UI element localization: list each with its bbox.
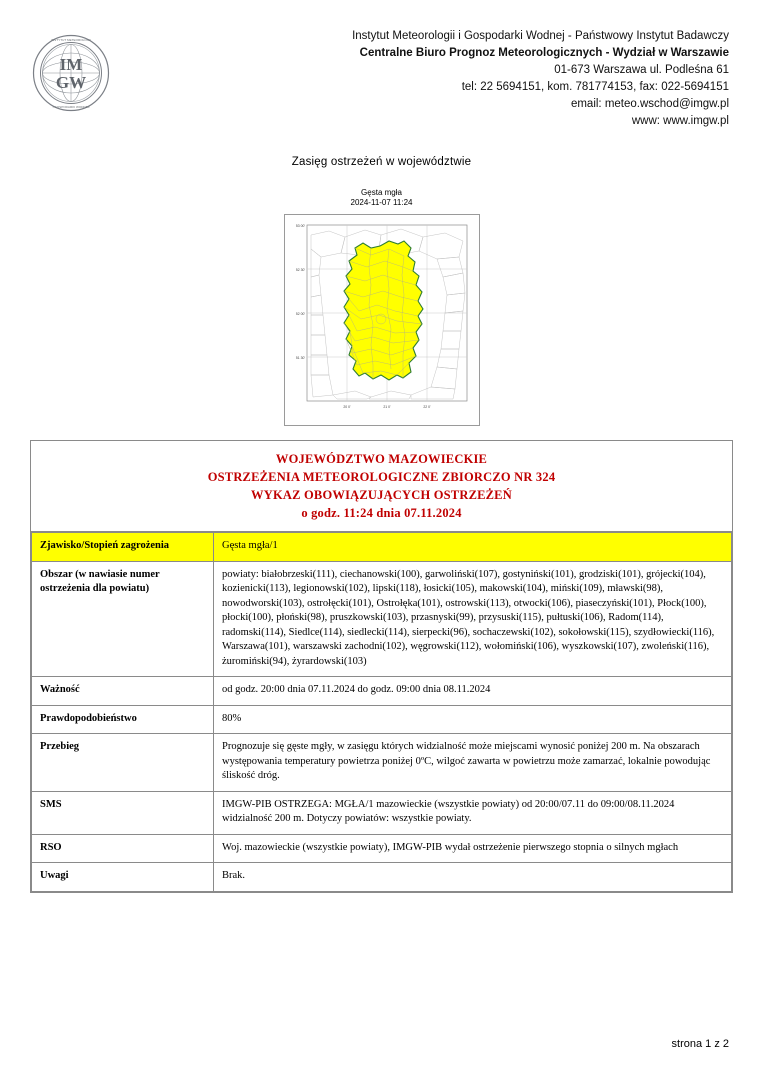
svg-text:GW: GW	[55, 73, 87, 92]
svg-text:52 30': 52 30'	[295, 268, 305, 272]
row-value: od godz. 20:00 dnia 07.11.2024 do godz. 09:00 dnia 08.11.2024	[214, 677, 732, 706]
svg-text:51 30': 51 30'	[295, 356, 305, 360]
map-phenomenon-label	[0, 188, 763, 208]
row-label: Obszar (w nawiasie numer ostrzeżenia dla powiatu)	[32, 561, 214, 677]
table-row	[32, 834, 732, 863]
row-label: Przebieg	[32, 734, 214, 792]
institute-www: www: www.imgw.pl	[631, 115, 729, 127]
row-label: Prawdopodobieństwo	[32, 705, 214, 734]
row-value: IMGW-PIB OSTRZEGA: MGŁA/1 mazowieckie (wszystkie powiaty) od 20:00/07.11 do 09:00/08.11.2024 widzialność 200 m. Dotyczy powiatów: wszystkie powiaty.	[214, 791, 732, 834]
header-institute-block	[124, 28, 731, 130]
warning-area-map	[284, 214, 480, 426]
svg-text:22 0': 22 0'	[422, 405, 431, 409]
warning-table	[30, 440, 733, 893]
document-title	[31, 441, 732, 532]
institute-address: 01-673 Warszawa ul. Podleśna 61	[554, 64, 729, 76]
row-value: Prognozuje się gęste mgły, w zasięgu których widzialność może miejscami wynosić poniżej 200 m. Na obszarach występowania temperatury powietrza poniżej 0ºC, wilgoć zawarta w powietrzu może zamarzać, lokalnie powodując śliskość dróg.	[214, 734, 732, 792]
page-header	[0, 0, 763, 130]
table-row	[32, 863, 732, 892]
row-value: Brak.	[214, 863, 732, 892]
row-value: 80%	[214, 705, 732, 734]
row-label: SMS	[32, 791, 214, 834]
title-line-2: OSTRZEŻENIA METEOROLOGICZNE ZBIORCZO NR 324	[207, 470, 556, 484]
svg-text:20 0': 20 0'	[342, 405, 351, 409]
title-line-3: WYKAZ OBOWIĄZUJĄCYCH OSTRZEŻEŃ	[251, 488, 512, 502]
institute-line-2: Centralne Biuro Prognoz Meteorologicznych - Wydział w Warszawie	[359, 47, 729, 59]
logo-container	[32, 28, 124, 112]
svg-text:53 00': 53 00'	[295, 224, 305, 228]
table-row	[32, 533, 732, 562]
table-row	[32, 705, 732, 734]
svg-text:21 0': 21 0'	[382, 405, 391, 409]
institute-line-1: Instytut Meteorologii i Gospodarki Wodnej - Państwowy Instytut Badawczy	[352, 30, 729, 42]
table-row	[32, 791, 732, 834]
institute-phones: tel: 22 5694151, kom. 781774153, fax: 022-5694151	[461, 81, 729, 93]
map-section	[0, 156, 763, 426]
row-label: RSO	[32, 834, 214, 863]
table-row	[32, 561, 732, 677]
table-row	[32, 677, 732, 706]
map-caption: Zasięg ostrzeżeń w województwie	[291, 156, 472, 168]
svg-text:INSTYTUT METEOROLOGII: INSTYTUT METEOROLOGII	[51, 38, 91, 43]
svg-text:52 00': 52 00'	[295, 312, 305, 316]
svg-text:I GOSPODARKI WODNEJ: I GOSPODARKI WODNEJ	[52, 105, 90, 110]
title-line-4: o godz. 11:24 dnia 07.11.2024	[301, 506, 462, 520]
map-timestamp: 2024-11-07 11:24	[350, 198, 413, 207]
table-row	[32, 734, 732, 792]
row-label: Ważność	[32, 677, 214, 706]
title-line-1: WOJEWÓDZTWO MAZOWIECKIE	[275, 452, 488, 466]
row-value: powiaty: białobrzeski(111), ciechanowski(100), garwoliński(107), gostyniński(101), grodziski(101), grójecki(104), kozienicki(113), legionowski(102), lipski(118), łosicki(105), makowski(104), miński(109), mławski(98), nowodworski(103), ostrołęcki(101), Ostrołęka(101), ostrowski(113), otwocki(106), piaseczyński(101), Płock(100), płocki(100), płoński(98), pruszkowski(103), przasnyski(99), przysuski(115), pułtuski(106), Radom(114), radomski(114), Siedlce(114), siedlecki(114), sierpecki(96), sochaczewski(102), sokołowski(115), szydłowiecki(116), Warszawa(101), warszawski zachodni(102), węgrowski(112), wołomiński(106), wyszkowski(107), zwoleński(116), żuromiński(94), żyrardowski(103)	[214, 561, 732, 677]
row-value: Woj. mazowieckie (wszystkie powiaty), IMGW-PIB wydał ostrzeżenie pierwszego stopnia o silnych mgłach	[214, 834, 732, 863]
svg-text:IM: IM	[59, 55, 83, 74]
map-phenomenon: Gęsta mgła	[361, 188, 402, 197]
row-label: Zjawisko/Stopień zagrożenia	[32, 533, 214, 562]
row-value: Gęsta mgła/1	[214, 533, 732, 562]
row-label: Uwagi	[32, 863, 214, 892]
page-footer: strona 1 z 2	[671, 1038, 729, 1050]
institute-email: email: meteo.wschod@imgw.pl	[570, 98, 729, 110]
imgw-logo	[32, 34, 110, 112]
